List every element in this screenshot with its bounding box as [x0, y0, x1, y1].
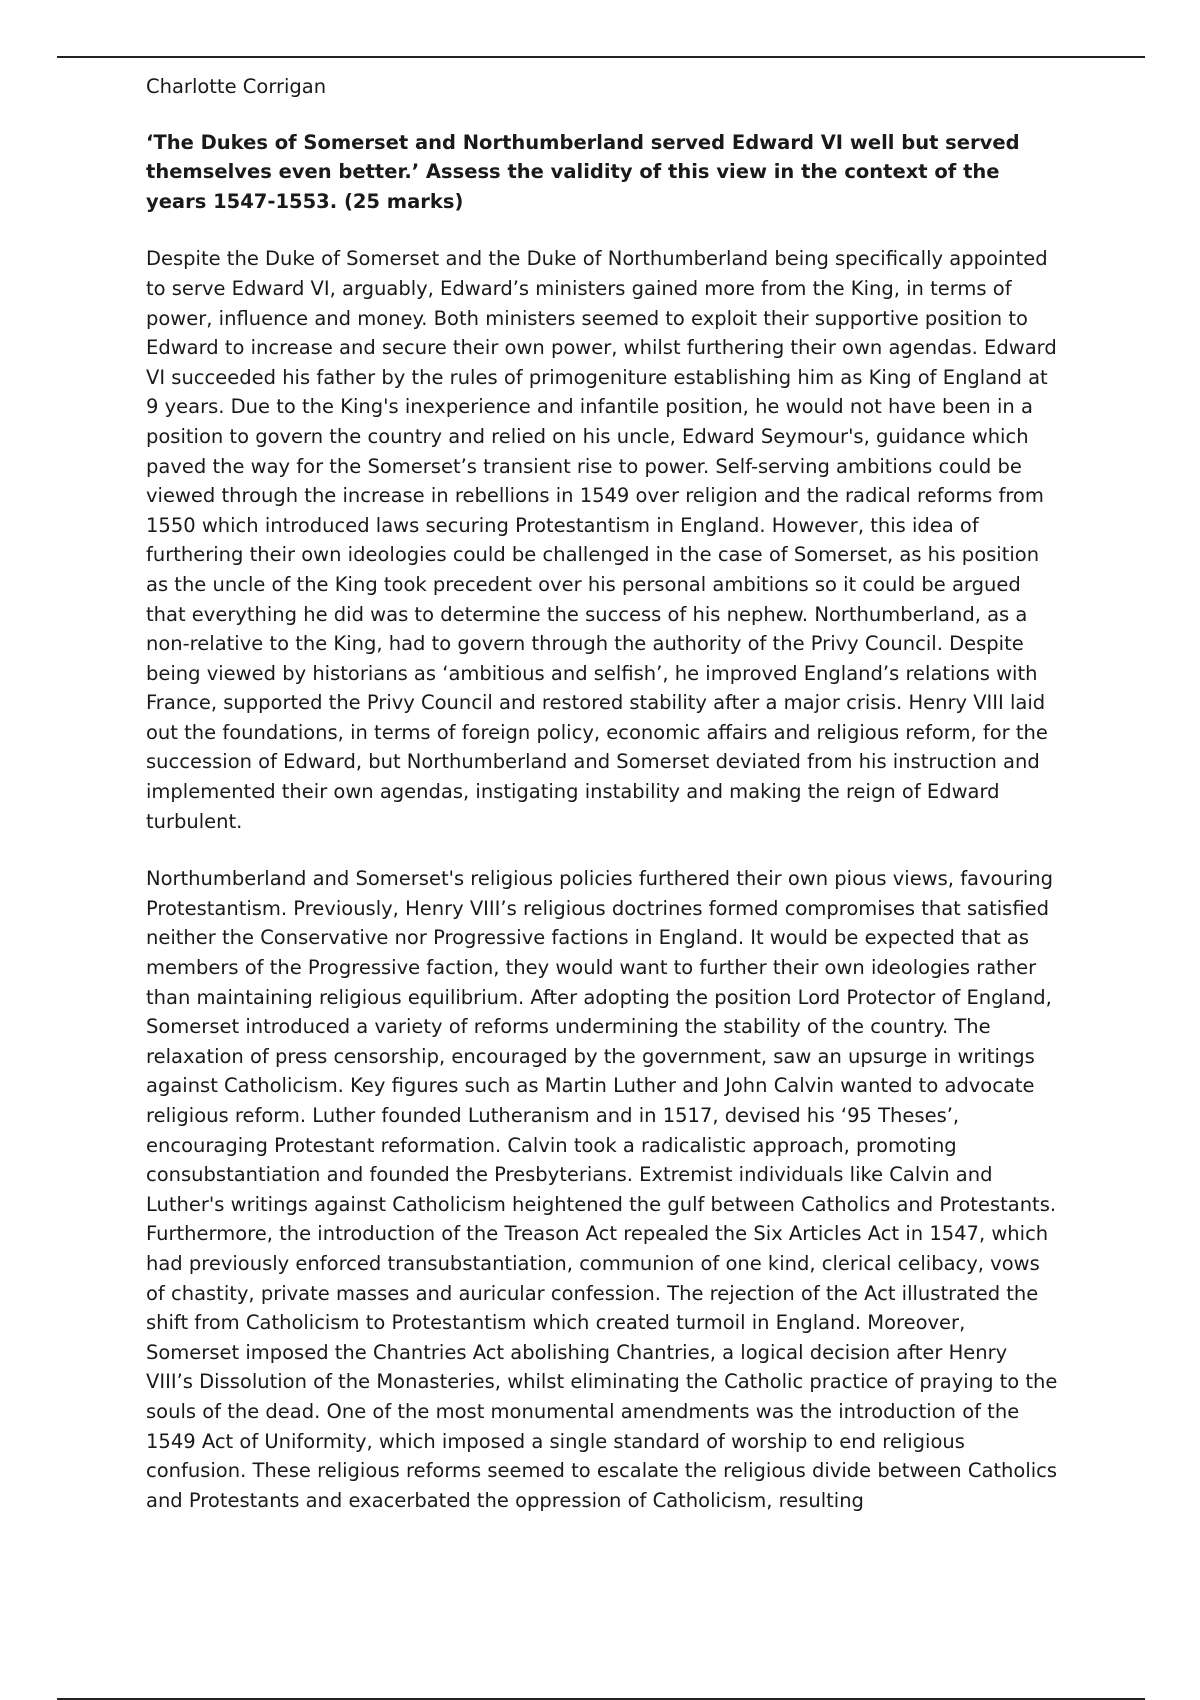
- paragraph-2: Northumberland and Somerset's religious policies furthered their own pious views, favouring Protestantism. Previously, Henry VIII’s religious doctrines formed compromises that satisfied neither the Conservative nor Progressive factions in England. It would be expected that as members of the Progressive faction, they would want to further their own ideologies rather than maintaining religious equilibrium. After adopting the position Lord Protector of England, Somerset introduced a variety of reforms undermining the stability of the country. The relaxation of press censorship, encouraged by the government, saw an upsurge in writings against Catholicism. Key figures such as Martin Luther and John Calvin wanted to advocate religious reform. Luther founded Lutheranism and in 1517, devised his ‘95 Theses’, encouraging Protestant reformation. Calvin took a radicalistic approach, promoting consubstantiation and founded the Presbyterians. Extremist individuals like Calvin and Luther's writings against Catholicism heightened the gulf between Catholics and Protestants. Furthermore, the introduction of the Treason Act repealed the Six Articles Act in 1547, which had previously enforced transubstantiation, communion of one kind, clerical celibacy, vows of chastity, private masses and auricular confession. The rejection of the Act illustrated the shift from Catholicism to Protestantism which created turmoil in England. Moreover, Somerset imposed the Chantries Act abolishing Chantries, a logical decision after Henry VIII’s Dissolution of the Monasteries, whilst eliminating the Catholic practice of praying to the souls of the dead. One of the most monumental amendments was the introduction of the 1549 Act of Uniformity, which imposed a single standard of worship to end religious confusion. These religious reforms seemed to escalate the religious divide between Catholics and Protestants and exacerbated the oppression of Catholicism, resulting: [146, 867, 1058, 1512]
- essay-question: ‘The Dukes of Somerset and Northumberland served Edward VI well but served themselves even better.’ Assess the validity of this view in the context of the years 1547-1553. (25 marks): [146, 130, 1020, 213]
- author-name: Charlotte Corrigan: [146, 75, 327, 98]
- paragraph-1: Despite the Duke of Somerset and the Duke of Northumberland being specifically appointed to serve Edward VI, arguably, Edward’s ministers gained more from the King, in terms of power, influence and money. Both ministers seemed to exploit their supportive position to Edward to increase and secure their own power, whilst furthering their own agendas. Edward VI succeeded his father by the rules of primogeniture establishing him as King of England at 9 years. Due to the King's inexperience and infantile position, he would not have been in a position to govern the country and relied on his uncle, Edward Seymour's, guidance which paved the way for the Somerset’s transient rise to power. Self-serving ambitions could be viewed through the increase in rebellions in 1549 over religion and the radical reforms from 1550 which introduced laws securing Protestantism in England. However, this idea of furthering their own ideologies could be challenged in the case of Somerset, as his position as the uncle of the King took precedent over his personal ambitions so it could be argued that everything he did was to determine the success of his nephew. Northumberland, as a non-relative to the King, had to govern through the authority of the Privy Council. Despite being viewed by historians as ‘ambitious and selfish’, he improved England’s relations with France, supported the Privy Council and restored stability after a major crisis. Henry VIII laid out the foundations, in terms of foreign policy, economic affairs and religious reform, for the succession of Edward, but Northumberland and Somerset deviated from his instruction and implemented their own agendas, instigating instability and making the reign of Edward turbulent.: [146, 247, 1057, 833]
- top-rule: [57, 56, 1145, 58]
- document-body: [146, 72, 1058, 1515]
